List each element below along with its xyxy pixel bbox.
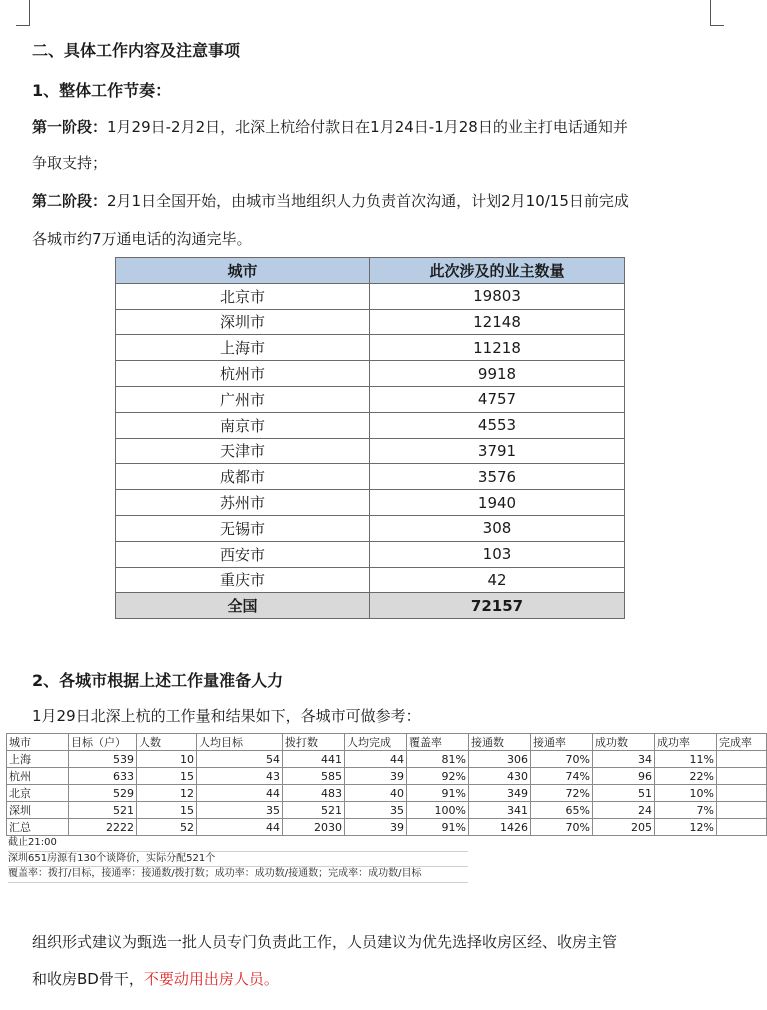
result-table-header-cell: 完成率 [717,734,767,751]
result-table-cell: 12% [655,819,717,836]
phase1-text-line2: 争取支持； [32,154,108,172]
result-table-row [7,768,767,785]
result-table-city: 北京 [7,785,69,802]
result-table-row [7,751,767,768]
result-table-header-cell: 成功数 [593,734,655,751]
result-table-row [7,802,767,819]
result-table-cell: 96 [593,768,655,785]
owners-table-row [116,361,625,387]
owners-table-row [116,335,625,361]
result-table-cell: 34 [593,751,655,768]
owners-table-row [116,386,625,412]
result-table-cell: 81% [407,751,469,768]
owners-table-row [116,438,625,464]
result-table-cell: 11% [655,751,717,768]
owners-table-city: 杭州市 [116,361,370,387]
owners-table-total-row [116,593,625,619]
result-table-cell: 585 [283,768,345,785]
owners-table-header-city: 城市 [116,258,370,284]
owners-table-row [116,464,625,490]
result-table-header-cell: 人均目标 [197,734,283,751]
owners-table-count: 1940 [370,490,625,516]
phase2-paragraph [32,191,722,211]
result-intro-line: 1月29日北深上杭的工作量和结果如下，各城市可做参考： [32,707,421,725]
owners-table-count: 3791 [370,438,625,464]
result-table-cell: 91% [407,785,469,802]
owners-table-city: 北京市 [116,283,370,309]
page-corner-mark-left [16,0,30,26]
result-table-cell: 54 [197,751,283,768]
closing-warning-red: 不要动用出房人员。 [143,970,279,988]
result-table-header-cell: 人均完成 [345,734,407,751]
result-table-cell: 539 [69,751,137,768]
result-table-city: 上海 [7,751,69,768]
result-table-cell: 44 [345,751,407,768]
result-table-header-cell: 成功率 [655,734,717,751]
result-table-city: 汇总 [7,819,69,836]
result-table-cell: 91% [407,819,469,836]
owners-table-count: 4757 [370,386,625,412]
result-notes [6,836,740,883]
result-table-cell: 39 [345,768,407,785]
owners-table-row [116,541,625,567]
subsection-title-schedule: 1、整体工作节奏： [32,81,172,100]
result-table-cell: 2222 [69,819,137,836]
result-table-cell [717,785,767,802]
result-table-cell: 35 [345,802,407,819]
result-table-cell [717,819,767,836]
result-table [6,733,767,836]
result-table-cell: 43 [197,768,283,785]
owners-table-row [116,490,625,516]
result-note-definitions: 覆盖率：拨打/目标，接通率：接通数/拨打数；成功率：成功数/接通数；完成率：成功数/目标 [8,867,468,883]
result-table-cell: 306 [469,751,531,768]
owners-table-city: 南京市 [116,412,370,438]
owners-table-count: 11218 [370,335,625,361]
section-title: 二、具体工作内容及注意事项 [32,41,241,60]
closing-line2-prefix: 和收房BD骨干， [32,970,144,988]
result-sheet-screenshot [6,733,752,879]
owners-table-city: 天津市 [116,438,370,464]
owners-table-row [116,309,625,335]
owners-table-row [116,567,625,593]
result-table-cell: 15 [137,768,197,785]
result-table-header-cell: 人数 [137,734,197,751]
result-table-cell: 44 [197,785,283,802]
result-table-cell: 521 [69,802,137,819]
result-table-cell: 44 [197,819,283,836]
phase1-paragraph [32,117,722,137]
result-table-cell: 70% [531,751,593,768]
owners-table-row [116,412,625,438]
result-table-cell: 100% [407,802,469,819]
owners-table-city: 上海市 [116,335,370,361]
phase1-label: 第一阶段： [32,118,108,136]
result-table-cell: 15 [137,802,197,819]
owners-table-count: 9918 [370,361,625,387]
result-table-cell: 65% [531,802,593,819]
owners-table-city: 西安市 [116,541,370,567]
result-table-header-cell: 接通数 [469,734,531,751]
result-table-cell: 51 [593,785,655,802]
phase2-text-line2: 各城市约7万通电话的沟通完毕。 [32,230,252,248]
owners-table-row [116,515,625,541]
owners-table-row [116,283,625,309]
result-table-cell: 40 [345,785,407,802]
owners-table-count: 308 [370,515,625,541]
owners-table-count: 19803 [370,283,625,309]
result-table-row [7,819,767,836]
owners-count-table [115,257,625,619]
result-table-city: 杭州 [7,768,69,785]
phase2-text-line1: 2月1日全国开始，由城市当地组织人力负责首次沟通，计划2月10/15日前完成 [107,192,629,210]
result-table-cell: 633 [69,768,137,785]
result-table-cell [717,802,767,819]
result-table-cell: 349 [469,785,531,802]
result-table-cell: 74% [531,768,593,785]
result-table-cell: 2030 [283,819,345,836]
result-table-header-cell: 覆盖率 [407,734,469,751]
phase2-label: 第二阶段： [32,192,108,210]
result-table-cell [717,751,767,768]
result-table-cell: 483 [283,785,345,802]
result-table-cell: 441 [283,751,345,768]
owners-table-header-row [116,258,625,284]
result-table-cell: 39 [345,819,407,836]
result-table-cell: 24 [593,802,655,819]
result-table-cell: 92% [407,768,469,785]
owners-table-count: 4553 [370,412,625,438]
owners-table-city: 深圳市 [116,309,370,335]
owners-table-city: 无锡市 [116,515,370,541]
result-table-cell: 341 [469,802,531,819]
result-table-cell: 205 [593,819,655,836]
result-table-cell: 12 [137,785,197,802]
result-table-cell: 529 [69,785,137,802]
result-table-cell: 1426 [469,819,531,836]
result-table-cell: 10% [655,785,717,802]
owners-table-count: 42 [370,567,625,593]
owners-table-total-value: 72157 [370,593,625,619]
owners-table-city: 广州市 [116,386,370,412]
result-table-header-cell: 城市 [7,734,69,751]
owners-table-header-count: 此次涉及的业主数量 [370,258,625,284]
result-table-cell: 72% [531,785,593,802]
result-table-header-cell: 接通率 [531,734,593,751]
page-corner-mark-right [710,0,724,26]
result-table-cell: 521 [283,802,345,819]
owners-table-city: 重庆市 [116,567,370,593]
owners-table-city: 苏州市 [116,490,370,516]
result-table-cell: 10 [137,751,197,768]
subsection-title-staffing: 2、各城市根据上述工作量准备人力 [32,671,284,690]
result-table-cell: 52 [137,819,197,836]
result-table-cell: 7% [655,802,717,819]
result-table-cell: 430 [469,768,531,785]
result-note-cutoff: 截止21:00 [8,836,468,852]
result-table-city: 深圳 [7,802,69,819]
result-table-header-cell: 目标（户） [69,734,137,751]
result-table-cell: 70% [531,819,593,836]
result-table-row [7,785,767,802]
closing-line2 [32,969,722,989]
result-table-header-row [7,734,767,751]
result-table-cell [717,768,767,785]
result-table-cell: 22% [655,768,717,785]
owners-table-count: 3576 [370,464,625,490]
phase1-text-line1: 1月29日-2月2日，北深上杭给付款日在1月24日-1月28日的业主打电话通知并 [107,118,628,136]
owners-table-count: 12148 [370,309,625,335]
closing-line1: 组织形式建议为甄选一批人员专门负责此工作，人员建议为优先选择收房区经、收房主管 [32,933,618,951]
owners-table-city: 成都市 [116,464,370,490]
owners-table-total-label: 全国 [116,593,370,619]
result-table-cell: 35 [197,802,283,819]
owners-table-count: 103 [370,541,625,567]
result-note-shenzhen: 深圳651房源有130个谈降价，实际分配521个 [8,852,468,868]
result-table-header-cell: 拨打数 [283,734,345,751]
